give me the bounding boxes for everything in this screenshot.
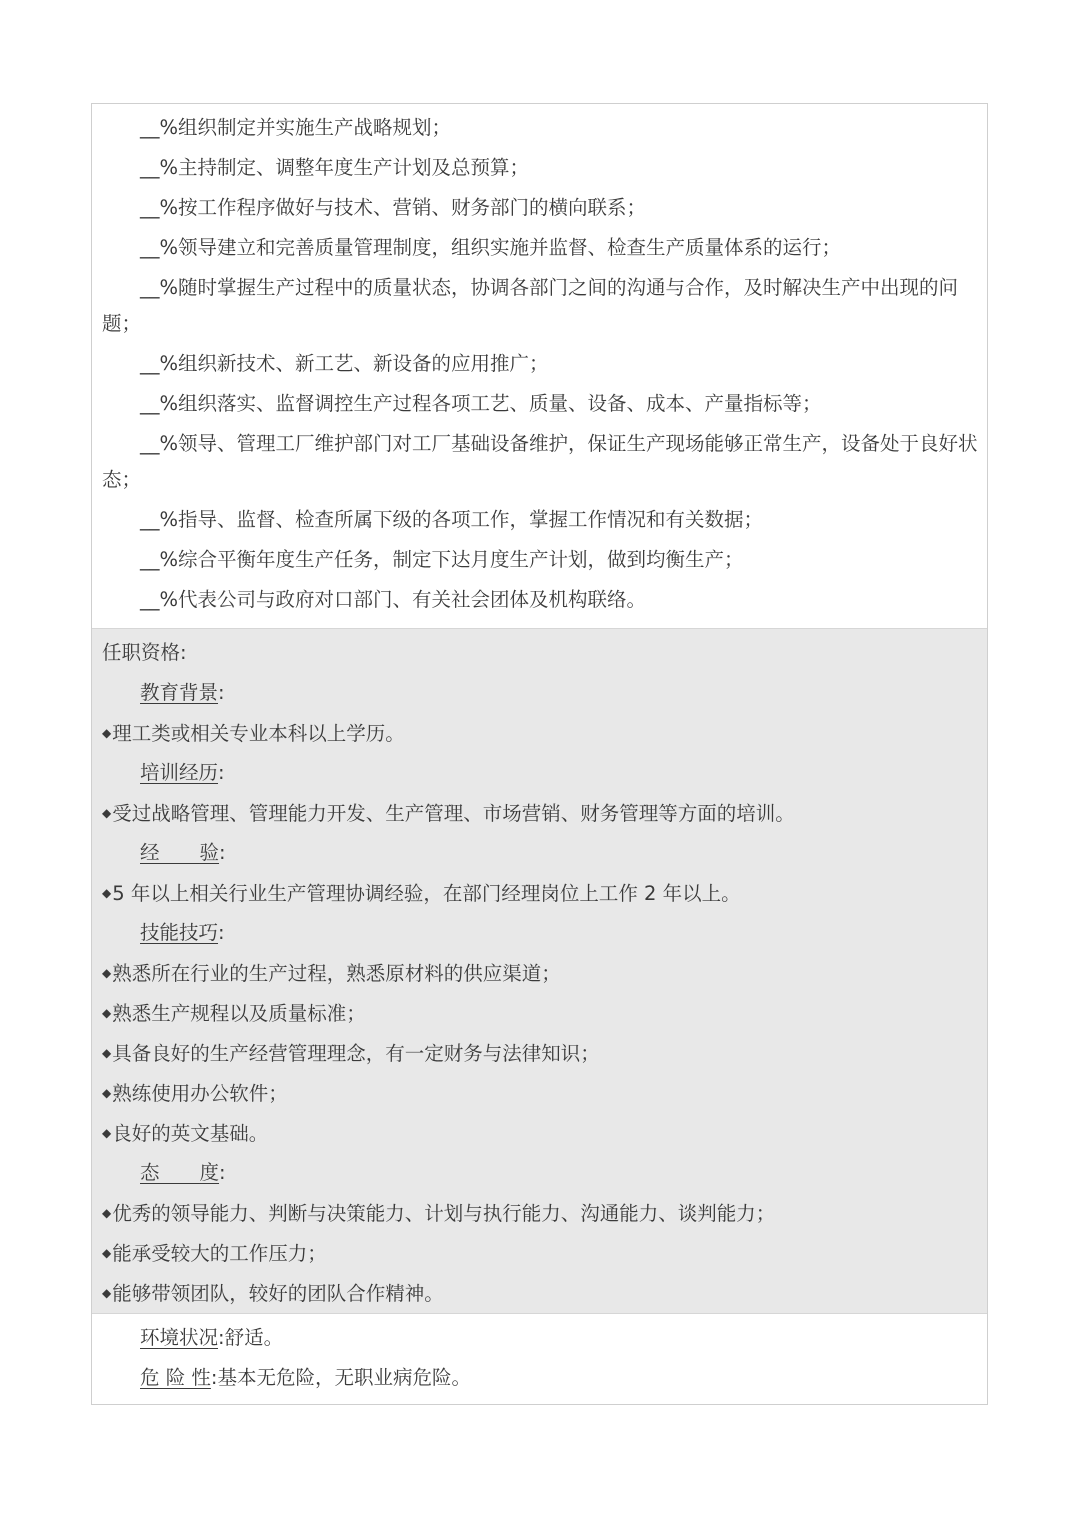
- environment-value: :舒适。: [218, 1326, 284, 1349]
- duty-item: __%组织制定并实施生产战略规划；: [140, 116, 452, 139]
- duty-item: __%指导、监督、检查所属下级的各项工作，掌握工作情况和有关数据；: [140, 508, 764, 531]
- duty-item: __%主持制定、调整年度生产计划及总预算；: [140, 156, 530, 179]
- duty-item: __%组织落实、监督调控生产过程各项工艺、质量、设备、成本、产量指标等；: [140, 392, 822, 415]
- environment-section: [92, 1313, 987, 1404]
- diamond-bullet-icon: ◆: [102, 886, 112, 900]
- risk-label: 危 险 性: [140, 1366, 211, 1389]
- training-heading: 培训经历:: [140, 761, 225, 784]
- diamond-bullet-icon: ◆: [102, 1006, 112, 1020]
- skills-item: ◆熟悉所在行业的生产过程，熟悉原材料的供应渠道；: [102, 962, 561, 985]
- duty-item: __%领导建立和完善质量管理制度，组织实施并监督、检查生产质量体系的运行；: [140, 236, 842, 259]
- training-item: ◆受过战略管理、管理能力开发、生产管理、市场营销、财务管理等方面的培训。: [102, 802, 795, 825]
- diamond-bullet-icon: ◆: [102, 1206, 112, 1220]
- risk-line: [102, 1358, 979, 1398]
- environment-line: [102, 1318, 979, 1358]
- diamond-bullet-icon: ◆: [102, 726, 112, 740]
- duty-item: __%按工作程序做好与技术、营销、财务部门的横向联系；: [140, 196, 647, 219]
- education-label: 教育背景: [140, 681, 219, 704]
- training-label: 培训经历: [140, 761, 219, 784]
- education-heading: 教育背景:: [140, 681, 225, 704]
- qualifications-title: 任职资格:: [102, 641, 187, 664]
- attitude-item: ◆能够带领团队，较好的团队合作精神。: [102, 1282, 444, 1305]
- skills-item: ◆熟悉生产规程以及质量标准；: [102, 1002, 366, 1025]
- job-description-table: [91, 103, 988, 1405]
- experience-item: ◆5 年以上相关行业生产管理协调经验，在部门经理岗位上工作 2 年以上。: [102, 882, 741, 905]
- skills-item: ◆具备良好的生产经营管理理念，有一定财务与法律知识；: [102, 1042, 600, 1065]
- skills-heading: 技能技巧:: [140, 921, 225, 944]
- risk-value: :基本无危险，无职业病危险。: [210, 1366, 471, 1389]
- duty-item: __%组织新技术、新工艺、新设备的应用推广；: [140, 352, 549, 375]
- experience-label: 经验: [140, 841, 220, 864]
- duty-item: __%领导、管理工厂维护部门对工厂基础设备维护，保证生产现场能够正常生产，设备处于良好状态；: [102, 432, 978, 491]
- attitude-heading: 态度:: [140, 1161, 226, 1184]
- duty-item: __%随时掌握生产过程中的质量状态，协调各部门之间的沟通与合作，及时解决生产中出现的问题；: [102, 276, 959, 335]
- diamond-bullet-icon: ◆: [102, 806, 112, 820]
- environment-label: 环境状况: [140, 1326, 219, 1349]
- attitude-label: 态度: [140, 1161, 220, 1184]
- attitude-item: ◆能承受较大的工作压力；: [102, 1242, 327, 1265]
- skills-item: ◆良好的英文基础。: [102, 1122, 269, 1145]
- duty-item: __%综合平衡年度生产任务，制定下达月度生产计划，做到均衡生产；: [140, 548, 744, 571]
- skills-label: 技能技巧: [140, 921, 219, 944]
- attitude-item: ◆优秀的领导能力、判断与决策能力、计划与执行能力、沟通能力、谈判能力；: [102, 1202, 776, 1225]
- diamond-bullet-icon: ◆: [102, 1126, 112, 1140]
- duty-item: __%代表公司与政府对口部门、有关社会团体及机构联络。: [140, 588, 647, 611]
- diamond-bullet-icon: ◆: [102, 1086, 112, 1100]
- diamond-bullet-icon: ◆: [102, 1046, 112, 1060]
- experience-heading: 经验:: [140, 841, 226, 864]
- qualifications-section: [92, 628, 987, 1313]
- diamond-bullet-icon: ◆: [102, 966, 112, 980]
- diamond-bullet-icon: ◆: [102, 1246, 112, 1260]
- duties-section: [92, 104, 987, 628]
- diamond-bullet-icon: ◆: [102, 1286, 112, 1300]
- education-item: ◆理工类或相关专业本科以上学历。: [102, 722, 405, 745]
- skills-item: ◆熟练使用办公软件；: [102, 1082, 288, 1105]
